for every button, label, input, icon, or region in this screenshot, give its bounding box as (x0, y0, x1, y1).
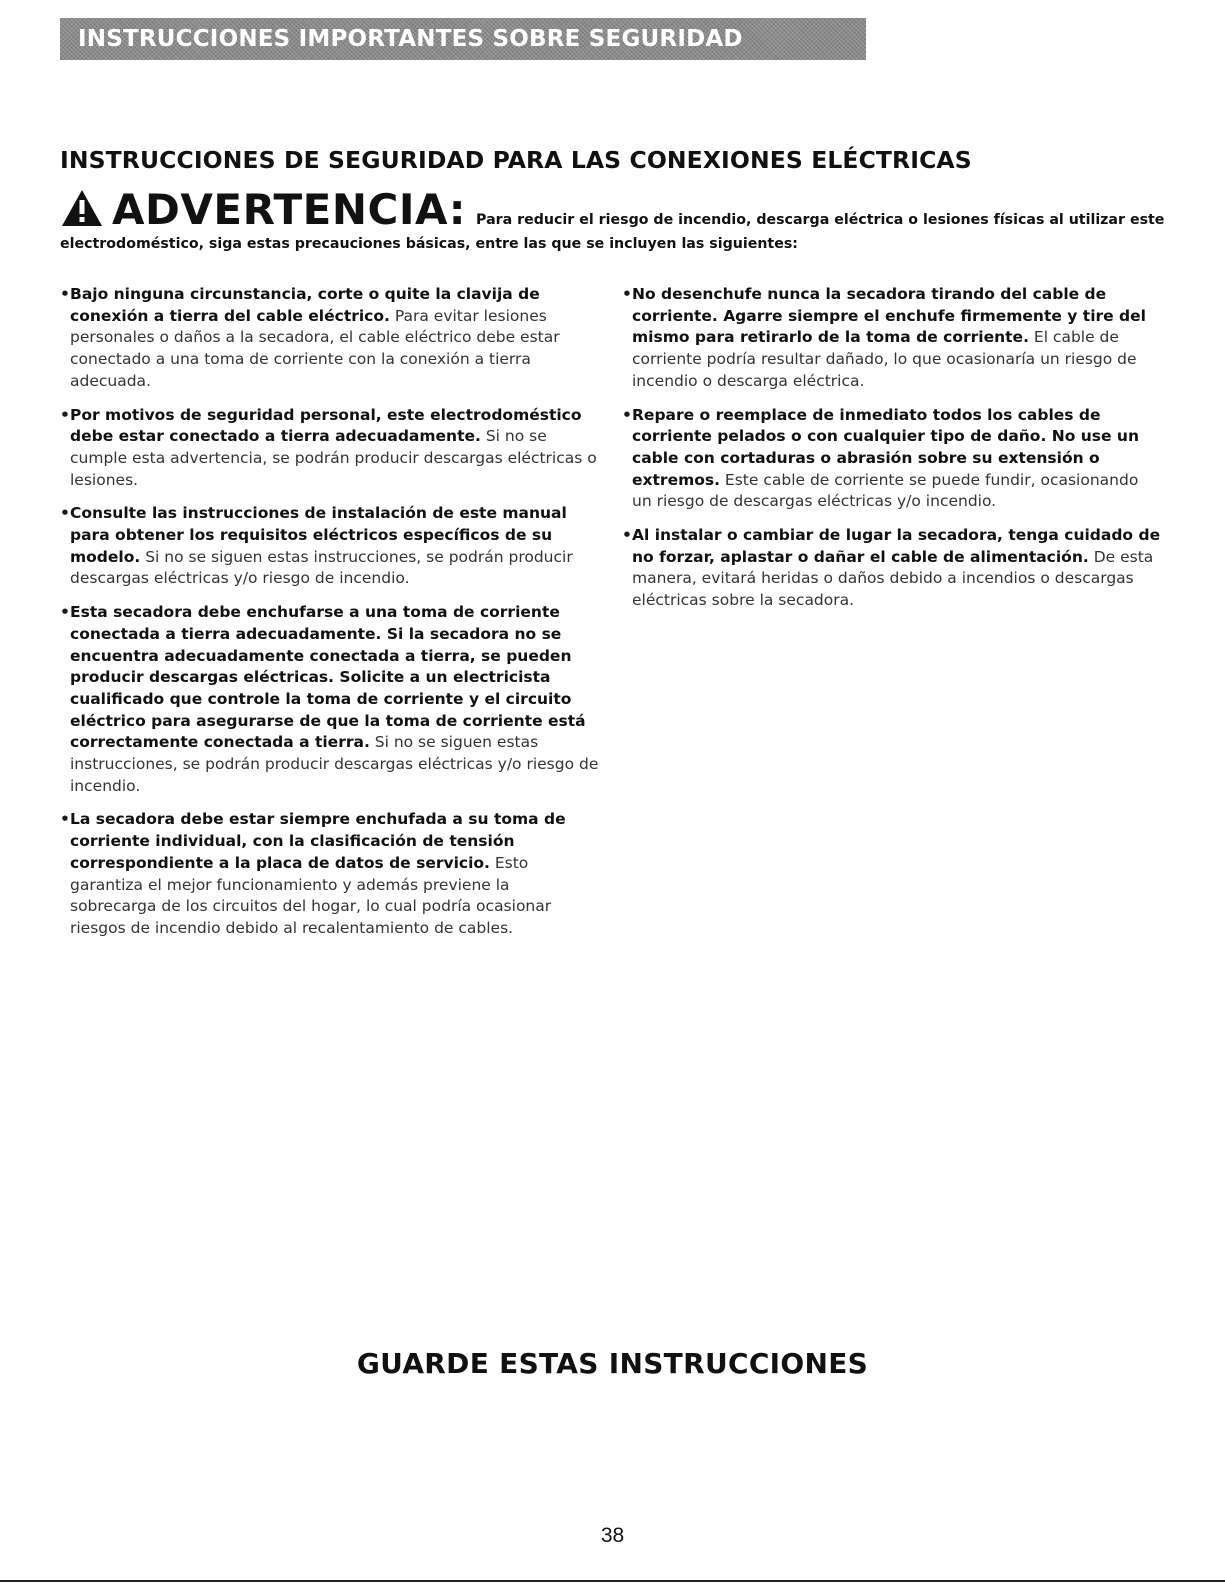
warning-lead-text: Para reducir el riesgo de incendio, descarga eléctrica o lesiones físicas al utilizar este (476, 212, 1165, 228)
list-item (60, 284, 600, 393)
warning-word: ADVERTENCIA: (112, 185, 467, 234)
left-column (60, 284, 600, 952)
list-item (622, 405, 1162, 514)
list-item (622, 284, 1162, 393)
bullet-icon: • (60, 405, 70, 424)
bullet-icon: • (622, 526, 632, 545)
bullet-icon: • (622, 285, 632, 303)
list-item (60, 809, 600, 939)
bullet-bold-text: No desenchufe nunca la secadora tirando del cable de corriente. Agarre siempre el enchufe firmemente y tire del mismo para retirarlo de la toma de corriente. (632, 285, 1146, 347)
page-divider (0, 1580, 1225, 1582)
bullet-bold-text: Esta secadora debe enchufarse a una toma de corriente conectada a tierra adecuadamente. Si la secadora no se encuentra adecuadamente conectada a tierra, se pueden producir descargas eléctricas. Solicite a un electricista cualificado que controle la toma de corriente y el circuito eléctrico para asegurarse de que la toma de corriente está correctamente conectada a tierra. (70, 603, 586, 752)
list-item (60, 503, 600, 590)
bullet-bold-text: Al instalar o cambiar de lugar la secadora, tenga cuidado de no forzar, aplastar o dañar el cable de alimentación. (632, 526, 1161, 566)
bullet-body-text: Si no se cumple esta advertencia, se podrán producir descargas eléctricas o lesiones. (70, 427, 597, 489)
warning-triangle-icon (60, 188, 104, 228)
banner-title: INSTRUCCIONES IMPORTANTES SOBRE SEGURIDAD (78, 26, 743, 52)
bullet-icon: • (60, 603, 70, 622)
list-item (60, 405, 600, 492)
bullet-body-text: Esto garantiza el mejor funcionamiento y además previene la sobrecarga de los circuitos del hogar, lo cual podría ocasionar riesgos de incendio debido al recalentamiento de cables. (70, 853, 552, 937)
bullet-icon: • (60, 285, 70, 303)
bullet-body-text: Si no se siguen estas instrucciones, se podrán producir descargas eléctricas y/o riesgo de incendio. (70, 547, 573, 588)
warning-continuation-text: electrodoméstico, siga estas precauciones básicas, entre las que se incluyen las siguientes: (60, 236, 798, 252)
bullet-bold-text: Por motivos de seguridad personal, este electrodoméstico debe estar conectado a tierra adecuadamente. (70, 405, 582, 446)
bullet-body-text: Si no se siguen estas instrucciones, se podrán producir descargas eléctricas y/o riesgo de incendio. (70, 733, 599, 795)
list-item (622, 525, 1162, 612)
section-title: INSTRUCCIONES DE SEGURIDAD PARA LAS CONEXIONES ELÉCTRICAS (60, 146, 972, 174)
bullet-icon: • (622, 405, 632, 424)
bullet-body-text: Este cable de corriente se puede fundir, ocasionando un riesgo de descargas eléctricas y/o incendio. (632, 470, 1139, 511)
bullet-bold-text: Repare o reemplace de inmediato todos los cables de corriente pelados o con cualquier tipo de daño. No use un cable con cortaduras o abrasión sobre su extensión o extremos. (632, 405, 1139, 489)
warning-line (60, 184, 1164, 234)
bullet-body-text: De esta manera, evitará heridas o daños debido a incendios o descargas eléctricas sobre la secadora. (632, 547, 1154, 610)
bullet-icon: • (60, 810, 70, 829)
section-banner (60, 18, 866, 60)
bullet-bold-text: Consulte las instrucciones de instalación de este manual para obtener los requisitos eléctricos específicos de su modelo. (70, 504, 567, 566)
bullet-bold-text: La secadora debe estar siempre enchufada a su toma de corriente individual, con la clasificación de tensión correspondiente a la placa de datos de servicio. (70, 810, 566, 872)
list-item (60, 602, 600, 797)
page-number: 38 (600, 1524, 625, 1547)
footer-title: GUARDE ESTAS INSTRUCCIONES (356, 1347, 869, 1380)
bullet-bold-text: Bajo ninguna circunstancia, corte o quite la clavija de conexión a tierra del cable eléctrico. (70, 285, 540, 325)
bullet-body-text: Para evitar lesiones personales o daños a la secadora, el cable eléctrico debe estar conectado a una toma de corriente con la conexión a tierra adecuada. (70, 306, 560, 390)
right-column (622, 284, 1162, 624)
bullet-icon: • (60, 504, 70, 523)
bullet-body-text: El cable de corriente podría resultar dañado, lo que ocasionaría un riesgo de incendio o descarga eléctrica. (632, 328, 1137, 390)
